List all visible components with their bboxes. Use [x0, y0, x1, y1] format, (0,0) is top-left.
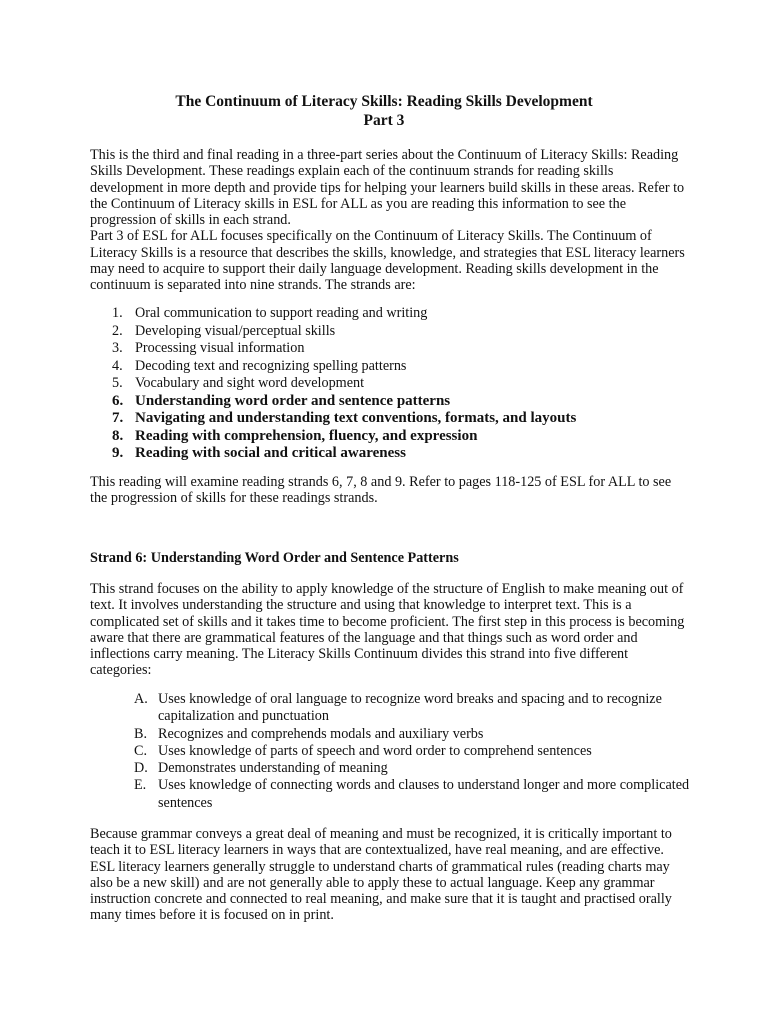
list-item	[90, 445, 690, 463]
list-item	[90, 358, 690, 376]
list-number: 4.	[112, 357, 123, 374]
list-item-text: Uses knowledge of parts of speech and word order to comprehend sentences	[158, 742, 592, 759]
list-item-text: Understanding word order and sentence patterns	[135, 392, 451, 409]
list-item	[90, 305, 690, 323]
list-letter: D.	[134, 760, 148, 777]
examine-paragraph: This reading will examine reading strands 6, 7, 8 and 9. Refer to pages 118-125 of ESL for ALL to see the progression of skills for these readings strands.	[90, 474, 672, 507]
list-number: 9.	[112, 445, 124, 461]
category-list	[90, 691, 690, 812]
document-subtitle: Part 3	[363, 112, 405, 129]
list-item	[90, 428, 690, 446]
strand-list	[90, 305, 690, 463]
list-number: 7.	[112, 410, 124, 426]
list-item-text: Reading with social and critical awareness	[135, 445, 406, 461]
list-item	[90, 340, 690, 358]
list-item-text: Reading with comprehension, fluency, and expression	[135, 427, 478, 444]
list-item-text: Processing visual information	[135, 340, 305, 356]
list-item	[90, 323, 690, 341]
list-item-text: Demonstrates understanding of meaning	[158, 760, 388, 777]
list-item	[90, 743, 690, 760]
section-heading: Strand 6: Understanding Word Order and Sentence Patterns	[90, 550, 459, 566]
list-item	[90, 375, 690, 393]
list-letter: C.	[134, 742, 148, 759]
list-item	[90, 726, 690, 743]
list-item-text: Developing visual/perceptual skills	[135, 322, 336, 339]
list-item	[90, 410, 690, 428]
list-number: 5.	[112, 375, 123, 391]
list-number: 3.	[112, 340, 123, 356]
list-item-text: Recognizes and comprehends modals and auxiliary verbs	[158, 725, 484, 742]
list-item	[90, 393, 690, 411]
list-number: 8.	[112, 427, 124, 444]
list-item	[90, 691, 690, 726]
intro-section	[90, 147, 685, 294]
intro-paragraph-2: Part 3 of ESL for ALL focuses specifically on the Continuum of Literacy Skills. The Continuum of Literacy Skills is a resource that describes the skills, knowledge, and strategies that ESL literacy learners may need to acquire to support their daily language development. Reading skills development in the continuum is separated into nine strands. The strands are:	[90, 228, 685, 294]
list-letter: A.	[134, 691, 148, 707]
intro-paragraph-1: This is the third and final reading in a three-part series about the Continuum of Literacy Skills: Reading Skills Development. These readings explain each of the continuum strands for reading skills development in more depth and provide tips for helping your learners build skills in these areas. Refer to the Continuum of Literacy skills in ESL for ALL as you are reading this information to see the progression of skills in each strand.	[90, 147, 685, 229]
closing-paragraph: Because grammar conveys a great deal of meaning and must be recognized, it is critically important to teach it to ESL literacy learners in ways that are contextualized, have real meaning, and are effective. ESL literacy learners generally struggle to understand charts of grammatical rules (reading charts may also be a new skill) and are not generally able to apply these to actual language. Keep any grammar instruction concrete and connected to real meaning, and make sure that it is taught and practised orally many times before it is focused on in print.	[90, 826, 672, 924]
document-title: The Continuum of Literacy Skills: Reading Skills Development	[175, 93, 593, 110]
list-item-text: Uses knowledge of oral language to recognize word breaks and spacing and to recognize capitalization and punctuation	[158, 691, 662, 725]
strand6-paragraph: This strand focuses on the ability to apply knowledge of the structure of English to make meaning out of text. It involves understanding the structure and using that knowledge to interpret text. This is a complicated set of skills and it takes time to become proficient. The first step in this process is becoming aware that there are grammatical features of the language and that things such as word order and inflections carry meaning. The Literacy Skills Continuum divides this strand into five different categories:	[90, 581, 685, 679]
list-letter: E.	[134, 777, 147, 794]
list-number: 6.	[112, 392, 124, 409]
list-item-text: Decoding text and recognizing spelling patterns	[135, 357, 407, 374]
list-item-text: Vocabulary and sight word development	[135, 375, 365, 391]
list-item	[90, 760, 690, 777]
list-item-text: Uses knowledge of connecting words and clauses to understand longer and more complicated sentences	[158, 777, 690, 811]
list-number: 2.	[112, 322, 123, 339]
list-item-text: Navigating and understanding text conventions, formats, and layouts	[135, 410, 577, 426]
list-item-text: Oral communication to support reading and writing	[135, 305, 428, 321]
list-item	[90, 777, 690, 812]
list-number: 1.	[112, 305, 123, 321]
list-letter: B.	[134, 725, 148, 742]
